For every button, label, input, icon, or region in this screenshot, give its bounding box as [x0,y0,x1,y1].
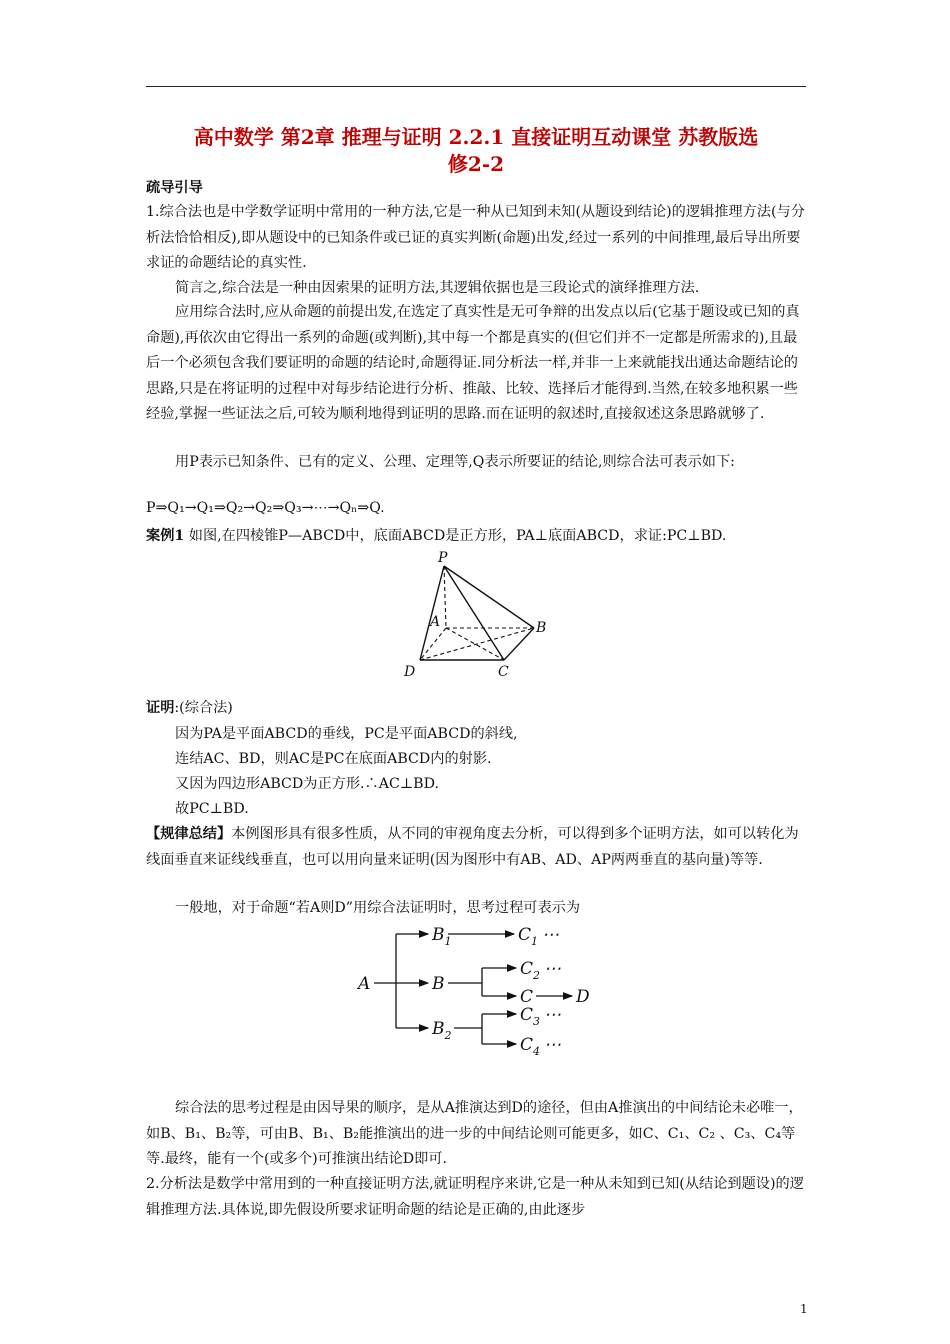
proof-line: 因为PA是平面ABCD的垂线，PC是平面ABCD的斜线, [175,726,518,742]
node-C2: $C_2$ ⋯ [520,959,562,982]
section-heading: 疏导引导 [146,180,203,196]
paragraph-5: 综合法的思考过程是由因导果的顺序，是从A推演达到D的途径，但由A推演出的中间结论未必唯一，如B、B₁、B₂等，可由B、B₁、B₂能推演出的进一步的中间结论则可能更多，如C、C₁、C₂ 、C₃、C₄等等.最终，能有一个(或多个)可推演出结论D即可. [146,1100,803,1168]
edge-PA [444,566,446,628]
label-C: C [498,664,509,680]
proof-line: 故PC⊥BD. [175,801,249,817]
label-D: D [404,664,416,680]
title-line-2: 修2-2 [447,152,505,176]
node-D: D [576,987,590,1007]
page-title [146,124,806,178]
label-P: P [438,550,448,566]
case-1 [146,524,810,550]
edge-PB [444,566,534,628]
paragraph-1: 1.综合法也是中学数学证明中常用的一种方法,它是一种从已知到未知(从题设到结论)的逻辑推理方法(与分析法恰恰相反),即从题设中的已知条件或已证的真实判断(命题)出发,经过一系列的中间推理,最后导出所要求证的命题结论的真实性. [146,204,805,272]
node-C1: $C_1$ ⋯ [518,925,560,948]
paragraph-6: 2.分析法是数学中常用到的一种直接证明方法,就证明程序来讲,它是一种从未知到已知(从结论到题设)的逻辑推理方法.具体说,即先假设所要求证明命题的结论是正确的,由此逐步 [146,1176,804,1218]
label-A: A [430,614,441,630]
proof-line: 又因为四边形ABCD为正方形.∴AC⊥BD. [175,776,439,792]
generic-text: 一般地，对于命题“若A则D”用综合法证明时，思考过程可表示为 [175,900,581,916]
reasoning-tree [350,916,610,1062]
edge-CB [504,628,534,660]
paragraph-4: 用P表示已知条件、已有的定义、公理、定理等,Q表示所要证的结论,则综合法可表示如下: [175,454,735,470]
proof-line: 连结AC、BD，则AC是PC在底面ABCD内的射影. [175,751,492,767]
header-rule [146,86,806,87]
edge-PC [444,566,504,660]
node-A: A [358,974,371,994]
node-C4: $C_4$ ⋯ [520,1035,562,1058]
proof-method: :(综合法) [174,700,233,716]
summary-text: 本例图形具有很多性质，从不同的审视角度去分析，可以得到多个证明方法，如可以转化为线面垂直来证线线垂直，也可以用向量来证明(因为图形中有AB、AD、AP两两垂直的基向量)等等. [146,826,799,868]
proof-label: 证明 [146,700,175,716]
paragraph-2: 简言之,综合法是一种由因索果的证明方法,其逻辑依据也是三段论式的演绎推理方法. [175,280,700,296]
node-B2: $B_2$ [432,1019,452,1042]
title-line-1: 高中数学 第2章 推理与证明 2.2.1 直接证明互动课堂 苏教版选 [193,125,759,149]
formula-line: P⇒Q₁→Q₁⇒Q₂→Q₂⇒Q₃→⋯→Qₙ⇒Q. [146,500,385,516]
summary-label: 【规律总结】 [146,826,232,842]
node-C: C [520,987,534,1007]
proof-heading [146,696,810,722]
case-label: 案例1 [146,528,185,544]
paragraph-3: 应用综合法时,应从命题的前提出发,在选定了真实性是无可争辩的出发点以后(它基于题设或已知的真命题),再依次由它得出一系列的命题(或判断),其中每一个都是真实的(但它们并不一定都是所需求的),且最后一个必须包含我们要证明的命题的结论时,命题得证.同分析法一样,并非一上来就能找出通达命题结论的思路,只是在将证明的过程中对每步结论进行分析、推敲、比较、选择后才能得到.当然,在较多地积累一些经验,掌握一些证法之后,可较为顺利地得到证明的思路.而在证明的叙述时,直接叙述这条思路就够了. [146,304,800,423]
node-B1: $B_1$ [432,925,452,948]
label-B: B [536,620,547,636]
diagonal-DB [420,628,534,660]
case-text: 如图,在四棱锥P—ABCD中，底面ABCD是正方形，PA⊥底面ABCD，求证:PC⊥BD. [184,528,727,544]
node-B: B [432,974,445,994]
node-C3: $C_3$ ⋯ [520,1005,562,1028]
page-number: 1 [800,1302,808,1316]
rule-summary [146,822,810,873]
pyramid-figure [400,548,560,682]
